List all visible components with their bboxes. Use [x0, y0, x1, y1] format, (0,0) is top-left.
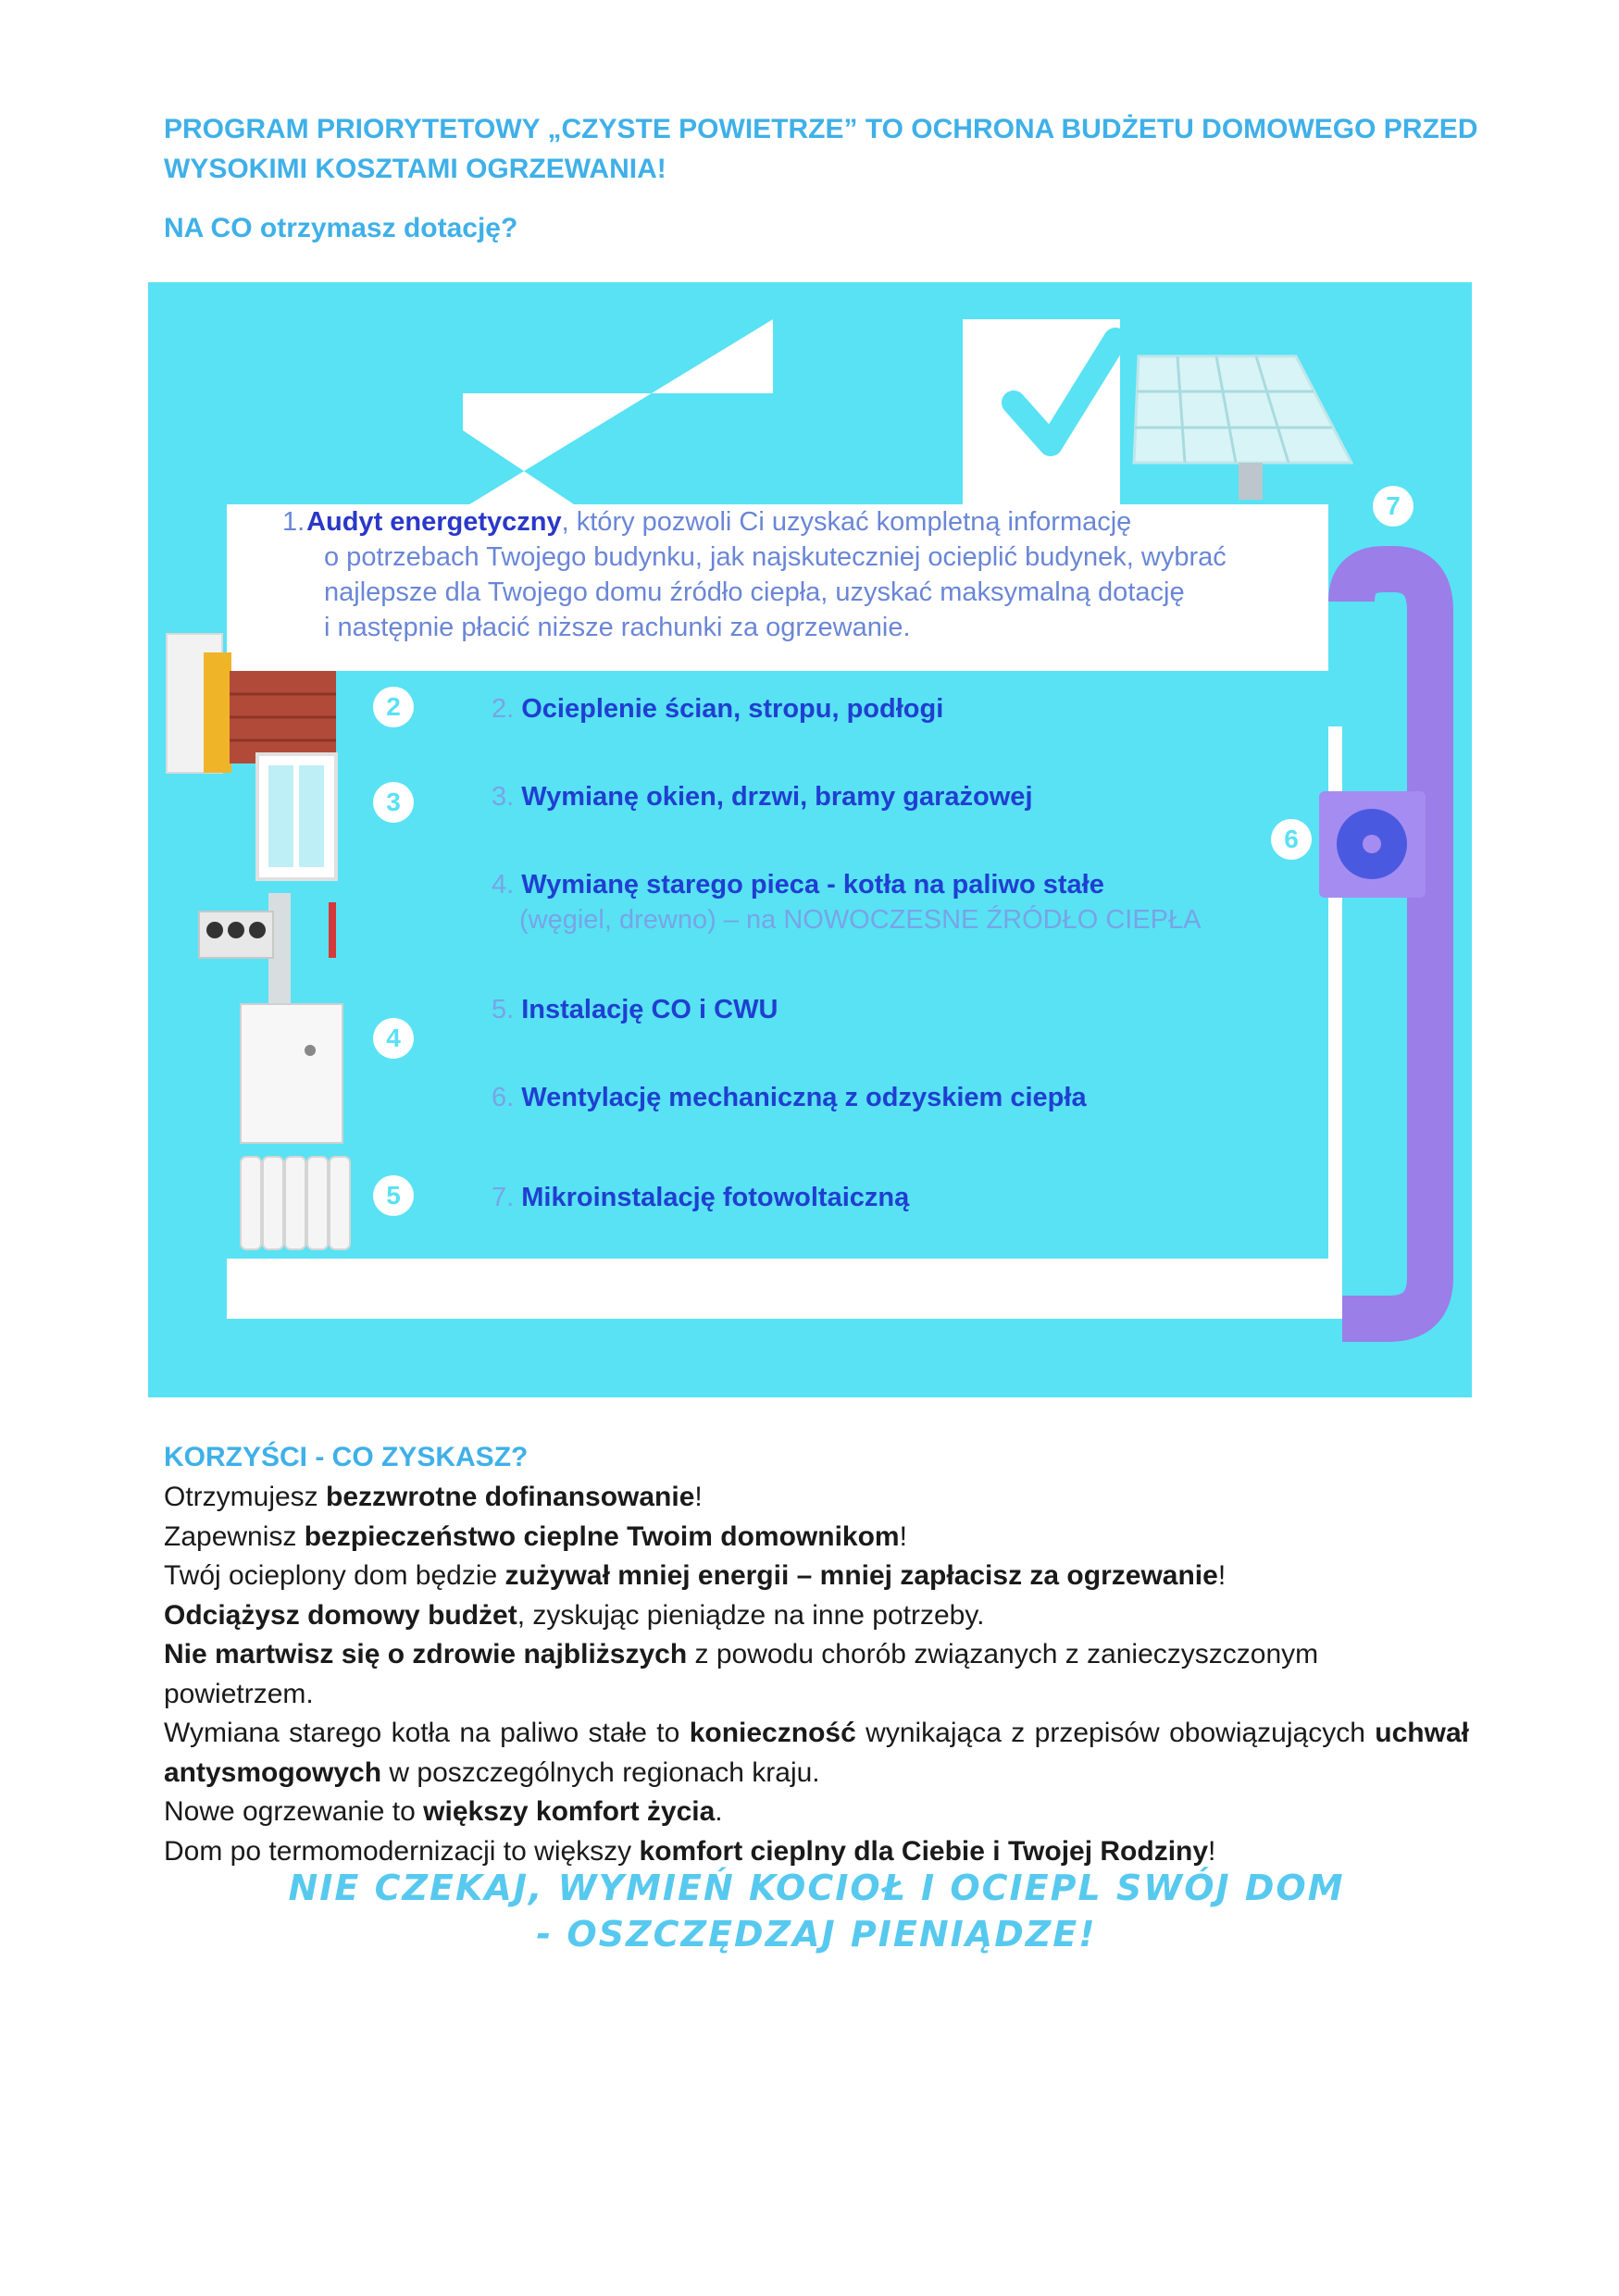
audit-line-2: o potrzebach Twojego budynku, jak najskuteczniej ocieplić budynek, wybrać [324, 542, 1227, 572]
subheading: NA CO otrzymasz dotację? [164, 213, 518, 243]
item-number: 2. [492, 694, 515, 724]
item-photovoltaic [492, 1180, 909, 1215]
badge-2: 2 [373, 687, 414, 727]
radiator-icon [241, 1157, 350, 1249]
slogan [164, 1865, 1469, 1957]
item-text: Mikroinstalację fotowoltaiczną [521, 1183, 910, 1212]
benefit-5: Nie martwisz się o zdrowie najbliższych z powodu chorób związanych z zanieczyszczonym powietrzem. [164, 1639, 1319, 1709]
benefit-3: Twój ocieplony dom będzie zużywał mniej energii – mniej zapłacisz za ogrzewanie! [164, 1560, 1227, 1591]
audit-line-1 [282, 504, 1458, 540]
benefit-2: Zapewnisz bezpieczeństwo cieplne Twoim domownikom! [164, 1520, 907, 1552]
benefits-list [164, 1478, 1469, 1871]
item-text: Wymianę starego pieca - kotła na paliwo stałe [521, 870, 1104, 900]
audit-text [282, 504, 1458, 645]
item-text: Wentylację mechaniczną z odzyskiem ciepła [521, 1083, 1087, 1112]
audit-rest: , który pozwoli Ci uzyskać kompletną informację [561, 507, 1132, 537]
item-text: Wymianę okien, drzwi, bramy garażowej [521, 782, 1033, 812]
solar-panel-icon [1134, 356, 1351, 500]
item-subtext: (węgiel, drewno) – na NOWOCZESNE ŹRÓDŁO CIEPŁA [519, 905, 1202, 935]
infographic-panel [148, 282, 1472, 1397]
item-number: 6. [492, 1083, 515, 1112]
audit-line-4: i następnie płacić niższe rachunki za ogrzewanie. [324, 613, 911, 642]
item-number: 5. [492, 995, 515, 1024]
item-number: 4. [492, 870, 515, 900]
benefit-1: Otrzymujesz bezzwrotne dofinansowanie! [164, 1482, 703, 1512]
item-number: 7. [492, 1183, 515, 1212]
benefit-8: Dom po termomodernizacji to większy komfort cieplny dla Ciebie i Twojej Rodziny! [164, 1835, 1216, 1867]
slogan-line-1: NIE CZEKAJ, WYMIEŃ KOCIOŁ I OCIEPL SWÓJ DOM [288, 1868, 1345, 1908]
window-icon [257, 754, 336, 879]
badge-7: 7 [1373, 486, 1414, 527]
audit-number: 1. [282, 507, 305, 537]
house-inner [227, 671, 1328, 1259]
badge-4: 4 [373, 1018, 414, 1059]
heading-line-2: WYSOKIMI KOSZTAMI OGRZEWANIA! [164, 154, 666, 184]
benefit-7: Nowe ogrzewanie to większy komfort życia. [164, 1796, 723, 1827]
item-text: Instalację CO i CWU [521, 995, 778, 1024]
benefit-4: Odciążysz domowy budżet, zyskując pieniądze na inne potrzeby. [164, 1599, 985, 1631]
page-heading [164, 109, 1478, 189]
item-boiler [492, 867, 1201, 937]
item-co-cwu [492, 992, 778, 1027]
item-text: Ocieplenie ścian, stropu, podłogi [521, 694, 944, 724]
benefits-title: KORZYŚCI - CO ZYSKASZ? [164, 1442, 529, 1472]
badge-3: 3 [373, 782, 414, 823]
item-ventilation [492, 1080, 1087, 1115]
audit-title: Audyt energetyczny [306, 507, 562, 537]
chimney [963, 319, 1120, 504]
item-insulation [492, 691, 943, 726]
slogan-line-2: - OSZCZĘDZAJ PIENIĄDZE! [536, 1914, 1097, 1955]
badge-5: 5 [373, 1175, 414, 1216]
badge-6: 6 [1271, 819, 1312, 860]
item-windows [492, 779, 1033, 814]
audit-line-3: najlepsze dla Twojego domu źródło ciepła, uzyskać maksymalną dotację [324, 577, 1185, 607]
benefit-6: Wymiana starego kotła na paliwo stałe to konieczność wynikająca z przepisów obowiązujących uchwał antysmogowych w poszczególnych regionach kraju. [164, 1718, 1469, 1788]
item-number: 3. [492, 782, 515, 812]
heading-line-1: PROGRAM PRIORYTETOWY „CZYSTE POWIETRZE” TO OCHRONA BUDŻETU DOMOWEGO PRZED [164, 114, 1478, 144]
